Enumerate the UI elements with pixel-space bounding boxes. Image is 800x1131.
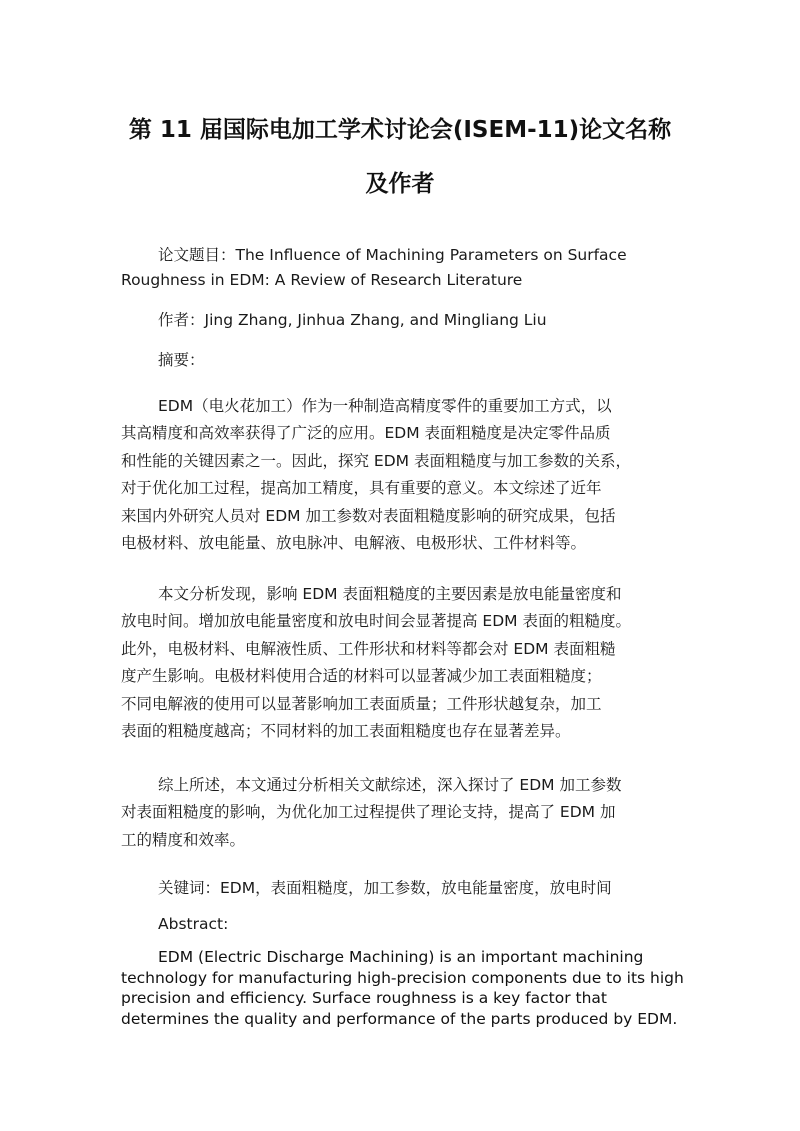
paragraph-line: 不同电解液的使用可以显著影响加工表面质量；工件形状越复杂，加工 (121, 694, 602, 713)
paragraph-line: EDM (Electric Discharge Machining) is an important machining (158, 948, 644, 966)
paragraph-line: 其高精度和高效率获得了广泛的应用。EDM 表面粗糙度是决定零件品质 (121, 424, 611, 443)
paragraph-line: 本文分析发现，影响 EDM 表面粗糙度的主要因素是放电能量密度和 (158, 585, 622, 603)
abstract-cn-heading: 摘要： (158, 351, 205, 369)
abstract-cn-paragraph-1 (121, 393, 681, 557)
keywords: 关键词：EDM，表面粗糙度，加工参数，放电能量密度，放电时间 (158, 879, 612, 897)
paragraph-line: 来国内外研究人员对 EDM 加工参数对表面粗糙度影响的研究成果，包括 (121, 506, 616, 525)
paragraph-line: technology for manufacturing high-precision components due to its high (121, 968, 684, 987)
abstract-en-heading: Abstract: (158, 915, 229, 933)
abstract-cn-paragraph-3 (121, 772, 681, 854)
paragraph-line: 综上所述，本文通过分析相关文献综述，深入探讨了 EDM 加工参数 (158, 776, 622, 794)
abstract-cn-paragraph-2 (121, 581, 681, 745)
paragraph-line: 度产生影响。电极材料使用合适的材料可以显著减少加工表面粗糙度； (121, 667, 602, 686)
document-title-line-2: 及作者 (365, 171, 435, 197)
paragraph-line: EDM（电火花加工）作为一种制造高精度零件的重要加工方式，以 (158, 397, 612, 415)
paragraph-line: 电极材料、放电能量、放电脉冲、电解液、电极形状、工件材料等。 (121, 534, 587, 553)
paragraph-line: precision and efficiency. Surface roughness is a key factor that (121, 989, 608, 1007)
paragraph-line: 放电时间。增加放电能量密度和放电时间会显著提高 EDM 表面的粗糙度。 (121, 612, 631, 631)
paragraph-line: 对表面粗糙度的影响，为优化加工过程提供了理论支持，提高了 EDM 加 (121, 803, 616, 822)
document-title-line-1: 第 11 届国际电加工学术讨论会(ISEM-11)论文名称 (128, 117, 672, 143)
paper-title (121, 243, 681, 293)
abstract-en-paragraph (121, 947, 684, 1029)
authors: 作者：Jing Zhang, Jinhua Zhang, and Mingliang Liu (158, 311, 547, 329)
paper-title-line-2: Roughness in EDM: A Review of Research Literature (121, 271, 523, 289)
paragraph-line: 此外，电极材料、电解液性质、工件形状和材料等都会对 EDM 表面粗糙 (121, 639, 616, 658)
paragraph-line: 工的精度和效率。 (121, 830, 246, 849)
paragraph-line: 表面的粗糙度越高；不同材料的加工表面粗糙度也存在显著差异。 (121, 722, 571, 741)
paragraph-line: determines the quality and performance of the parts produced by EDM. (121, 1009, 678, 1028)
paragraph-line: 对于优化加工过程，提高加工精度，具有重要的意义。本文综述了近年 (121, 479, 602, 498)
paper-title-line-1: 论文题目：The Influence of Machining Parameters on Surface (158, 246, 627, 264)
paragraph-line: 和性能的关键因素之一。因此，探究 EDM 表面粗糙度与加工参数的关系， (121, 451, 631, 470)
